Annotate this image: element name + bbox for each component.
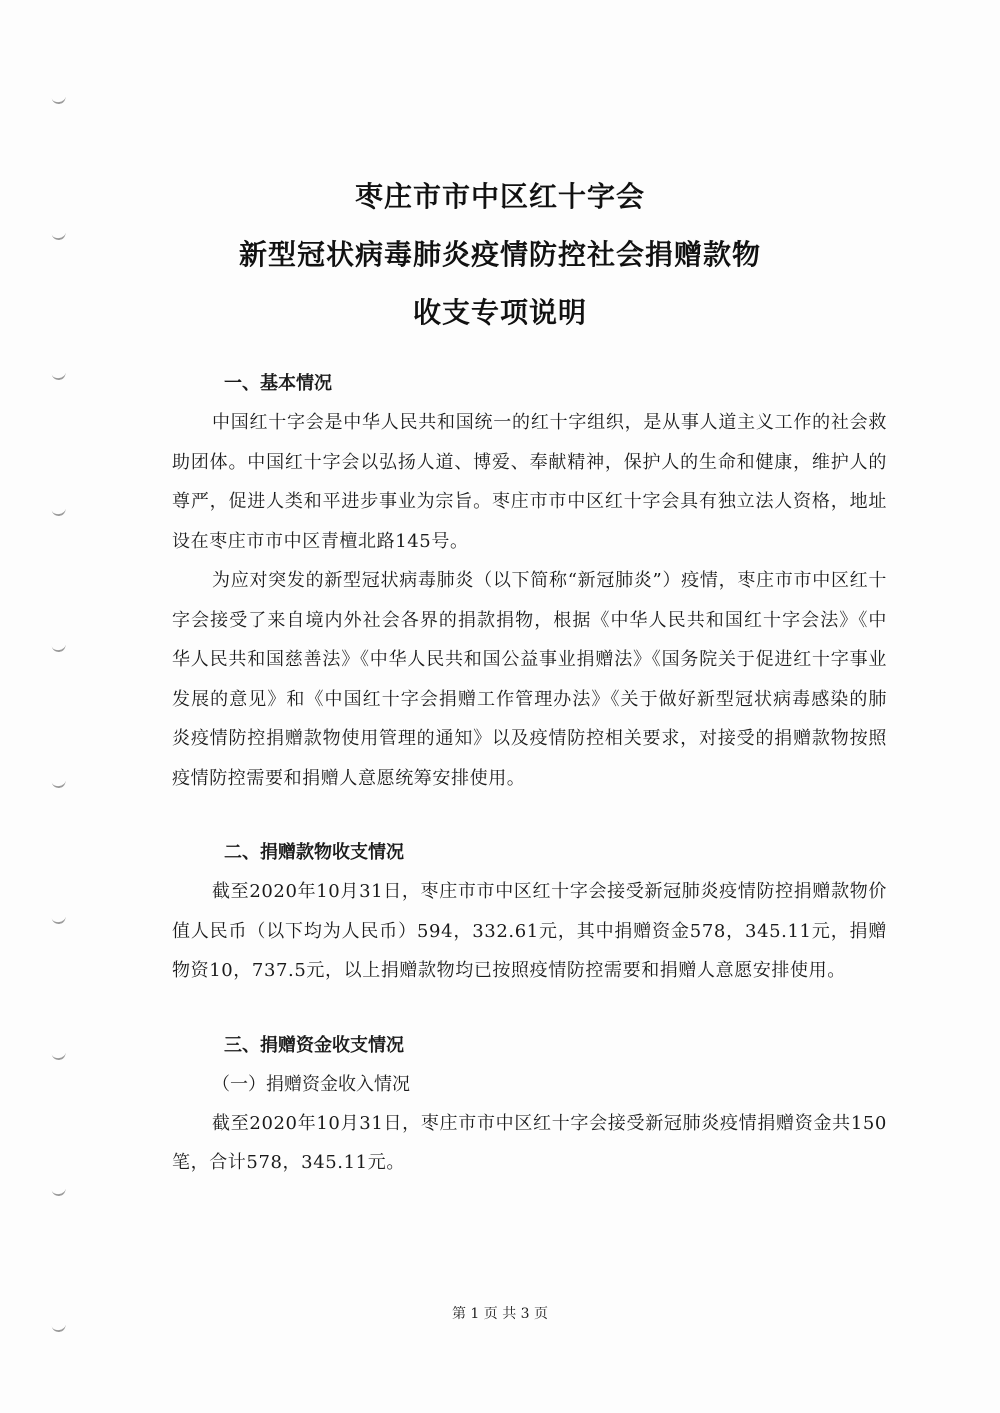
- binding-mark: [52, 1051, 67, 1061]
- title-line-2: 新型冠状病毒肺炎疫情防控社会捐赠款物: [238, 238, 761, 271]
- section-2-heading: 二、捐赠款物收支情况: [224, 842, 404, 863]
- binding-mark: [52, 95, 67, 105]
- section-3-subheading-1: （一）捐赠资金收入情况: [212, 1073, 410, 1095]
- binding-mark: [52, 915, 67, 925]
- document-body: [172, 365, 887, 1183]
- section-3-paragraph-1: 截至2020年10月31日，枣庄市市中区红十字会接受新冠肺炎疫情捐赠资金共150笔，合计578，345.11元。: [172, 1112, 887, 1173]
- section-3-heading: 三、捐赠资金收支情况: [224, 1034, 404, 1056]
- section-1-paragraph-1: 中国红十字会是中华人民共和国统一的红十字组织，是从事人道主义工作的社会救助团体。中国红十字会以弘扬人道、博爱、奉献精神，保护人的生命和健康，维护人的尊严，促进人类和平进步事业为宗旨。枣庄市市中区红十字会具有独立法人资格，地址设在枣庄市市中区青檀北路145号。: [172, 412, 887, 552]
- document-title: [0, 168, 1000, 342]
- section-1-heading: 一、基本情况: [224, 373, 332, 394]
- section-2-paragraph-1: 截至2020年10月31日，枣庄市市中区红十字会接受新冠肺炎疫情防控捐赠款物价值人民币（以下均为人民币）594，332.61元，其中捐赠资金578，345.11元，捐赠物资10，737.5元，以上捐赠款物均已按照疫情防控需要和捐赠人意愿安排使用。: [172, 881, 887, 981]
- binding-mark: [52, 371, 67, 381]
- binding-mark: [52, 779, 67, 789]
- binding-mark: [52, 1187, 67, 1197]
- title-line-3: 收支专项说明: [412, 296, 587, 329]
- binding-mark: [52, 507, 67, 517]
- binding-mark: [52, 1323, 67, 1333]
- binding-mark: [52, 643, 67, 653]
- section-1-paragraph-2: 为应对突发的新型冠状病毒肺炎（以下简称“新冠肺炎”）疫情，枣庄市市中区红十字会接受了来自境内外社会各界的捐款捐物，根据《中华人民共和国红十字会法》《中华人民共和国慈善法》《中华人民共和国公益事业捐赠法》《国务院关于促进红十字事业发展的意见》和《中国红十字会捐赠工作管理办法》《关于做好新型冠状病毒感染的肺炎疫情防控捐赠款物使用管理的通知》以及疫情防控相关要求，对接受的捐赠款物按照疫情防控需要和捐赠人意愿统筹安排使用。: [172, 570, 887, 789]
- title-line-1: 枣庄市市中区红十字会: [354, 180, 645, 213]
- page-number-footer: 第 1 页 共 3 页: [451, 1306, 549, 1322]
